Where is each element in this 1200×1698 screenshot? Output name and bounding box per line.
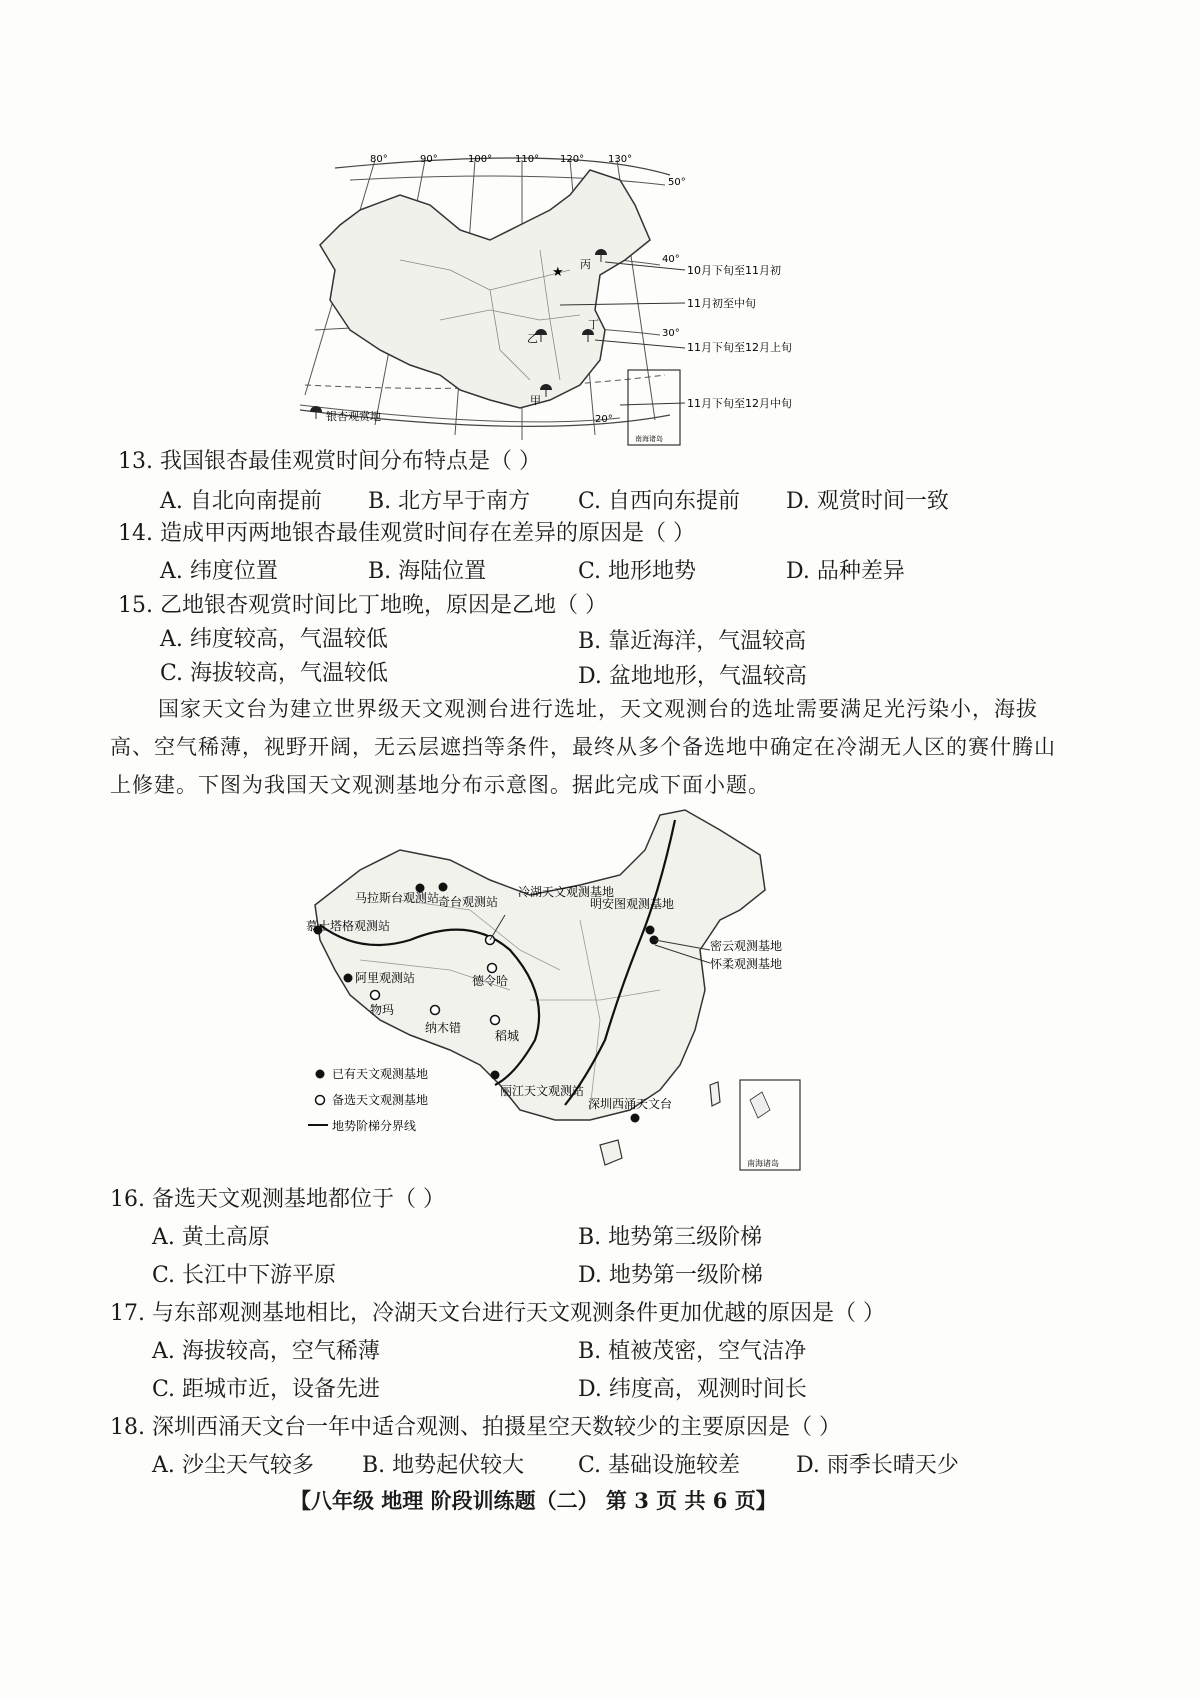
station-label: 纳木错: [425, 1021, 462, 1035]
lat-label: 20°: [595, 414, 613, 425]
lat-label: 30°: [662, 328, 680, 339]
station-label: 奇台观测站: [438, 895, 499, 909]
place-label: 乙: [527, 332, 538, 345]
lon-label: 90°: [420, 154, 438, 165]
q14-option-b[interactable]: B. 海陆位置: [368, 559, 487, 584]
q14-option-c[interactable]: C. 地形地势: [578, 559, 697, 584]
time-label: 11月下旬至12月上旬: [687, 341, 792, 354]
station-label: 物玛: [370, 1003, 395, 1017]
q15-option-d[interactable]: D. 盆地地形，气温较高: [578, 664, 807, 689]
inset-label: 南海诸岛: [747, 1159, 779, 1168]
q13-option-d[interactable]: D. 观赏时间一致: [786, 489, 949, 514]
legend-step-line: 地势阶梯分界线: [332, 1119, 417, 1133]
question-17-stem: 17. 与东部观测基地相比，冷湖天文台进行天文观测条件更加优越的原因是（ ）: [110, 1301, 885, 1326]
svg-text:★: ★: [552, 265, 564, 280]
q15-option-a[interactable]: A. 纬度较高，气温较低: [160, 627, 388, 652]
q16-option-b[interactable]: B. 地势第三级阶梯: [578, 1225, 763, 1250]
lon-label: 100°: [468, 154, 493, 165]
q17-option-d[interactable]: D. 纬度高，观测时间长: [578, 1377, 807, 1402]
page-footer: 【八年级 地理 阶段训练题（二） 第 3 页 共 6 页】: [290, 1488, 777, 1513]
q16-option-d[interactable]: D. 地势第一级阶梯: [578, 1263, 763, 1288]
station-label: 冷湖天文观测基地: [518, 885, 615, 899]
question-18-stem: 18. 深圳西涌天文台一年中适合观测、拍摄星空天数较少的主要原因是（ ）: [110, 1415, 841, 1440]
q13-option-c[interactable]: C. 自西向东提前: [578, 489, 741, 514]
question-14-stem: 14. 造成甲丙两地银杏最佳观赏时间存在差异的原因是（ ）: [118, 521, 695, 546]
lon-label: 110°: [515, 154, 540, 165]
place-label: 甲: [530, 394, 541, 407]
question-15-stem: 15. 乙地银杏观赏时间比丁地晚，原因是乙地（ ）: [118, 593, 607, 618]
q17-option-c[interactable]: C. 距城市近，设备先进: [152, 1377, 381, 1402]
question-16-stem: 16. 备选天文观测基地都位于（ ）: [110, 1187, 445, 1212]
q15-option-b[interactable]: B. 靠近海洋，气温较高: [578, 629, 807, 654]
lon-label: 120°: [560, 154, 585, 165]
q16-option-c[interactable]: C. 长江中下游平原: [152, 1263, 337, 1288]
lon-label: 80°: [370, 154, 388, 165]
q18-option-d[interactable]: D. 雨季长晴天少: [796, 1453, 959, 1478]
q17-option-b[interactable]: B. 植被茂密，空气洁净: [578, 1339, 807, 1364]
q13-option-b[interactable]: B. 北方早于南方: [368, 489, 531, 514]
place-label: 丙: [580, 258, 591, 271]
legend-existing: 已有天文观测基地: [332, 1067, 429, 1081]
lat-label: 50°: [668, 177, 686, 188]
station-label: 慕士塔格观测站: [306, 919, 391, 933]
time-label: 10月下旬至11月初: [687, 264, 781, 277]
q14-option-a[interactable]: A. 纬度位置: [160, 559, 278, 584]
time-label: 11月初至中旬: [687, 297, 756, 310]
place-label: 丁: [588, 318, 599, 331]
observatory-map: [300, 800, 820, 1180]
time-label: 11月下旬至12月中旬: [687, 397, 792, 410]
station-label: 稻城: [495, 1029, 520, 1043]
station-label: 深圳西涌天文台: [588, 1097, 673, 1111]
reading-passage: 国家天文台为建立世界级天文观测台进行选址，天文观测台的选址需要满足光污染小，海拔高、空气稀薄，视野开阔，无云层遮挡等条件，最终从多个备选地中确定在冷湖无人区的赛什腾山上修建。下图为我国天文观测基地分布示意图。据此完成下面小题。: [110, 697, 1056, 797]
inset-label: 南海诸岛: [635, 435, 663, 443]
q18-option-b[interactable]: B. 地势起伏较大: [362, 1453, 525, 1478]
q18-option-a[interactable]: A. 沙尘天气较多: [152, 1453, 314, 1478]
legend-candidate: 备选天文观测基地: [332, 1093, 429, 1107]
q16-option-a[interactable]: A. 黄土高原: [152, 1225, 270, 1250]
station-label: 明安图观测基地: [590, 897, 675, 911]
lon-label: 130°: [608, 154, 633, 165]
station-label: 德令哈: [472, 974, 509, 988]
legend-label: 银杏观赏地: [326, 410, 381, 423]
q17-option-a[interactable]: A. 海拔较高，空气稀薄: [152, 1339, 380, 1364]
q14-option-d[interactable]: D. 品种差异: [786, 559, 905, 584]
station-label: 阿里观测站: [355, 971, 416, 985]
q18-option-c[interactable]: C. 基础设施较差: [578, 1453, 741, 1478]
ginkgo-viewing-map: [290, 150, 850, 450]
q15-option-c[interactable]: C. 海拔较高，气温较低: [160, 661, 389, 686]
lat-label: 40°: [662, 254, 680, 265]
station-label: 马拉斯台观测站: [355, 891, 440, 905]
station-label: 怀柔观测基地: [710, 957, 783, 971]
station-label: 密云观测基地: [710, 939, 783, 953]
question-13-stem: 13. 我国银杏最佳观赏时间分布特点是（ ）: [118, 449, 541, 474]
q13-option-a[interactable]: A. 自北向南提前: [160, 489, 322, 514]
station-label: 丽江天文观测站: [500, 1084, 585, 1098]
